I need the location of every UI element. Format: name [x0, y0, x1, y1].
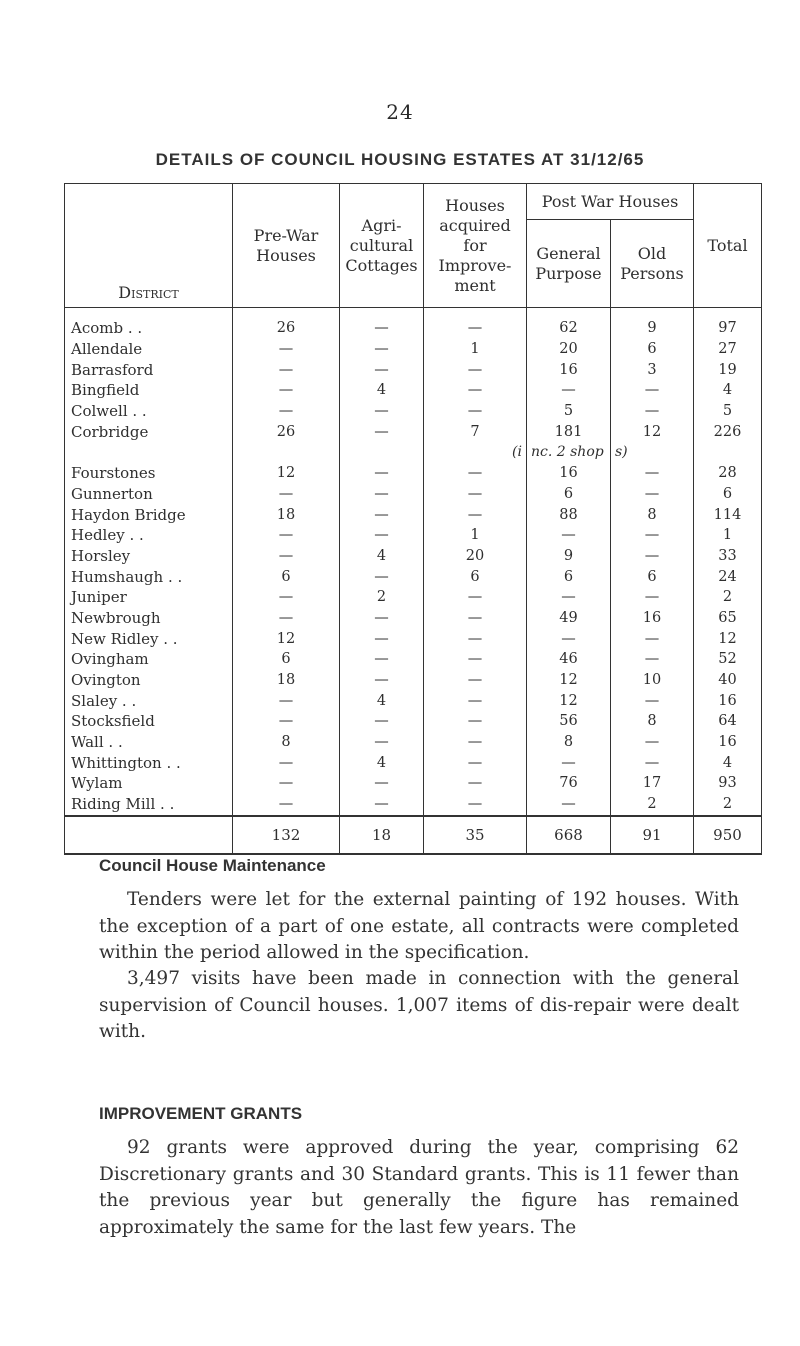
- row-district: Fourstones: [65, 463, 233, 484]
- row-acquired: —: [424, 690, 527, 711]
- row-old-persons: s): [611, 442, 694, 463]
- table-row: [65, 401, 762, 422]
- row-pre-war: —: [233, 773, 340, 794]
- row-old-persons: —: [611, 463, 694, 484]
- header-post-war: Post War Houses: [527, 184, 694, 220]
- table-row: [65, 359, 762, 380]
- row-agricultural: —: [340, 339, 424, 360]
- row-old-persons: —: [611, 587, 694, 608]
- table-row: [65, 339, 762, 360]
- total-acquired: 35: [424, 816, 527, 854]
- row-acquired: —: [424, 308, 527, 339]
- row-total: 33: [694, 546, 762, 567]
- row-acquired: —: [424, 504, 527, 525]
- row-general-purpose: 181: [527, 421, 611, 442]
- row-acquired: —: [424, 401, 527, 422]
- row-old-persons: —: [611, 649, 694, 670]
- row-agricultural: —: [340, 670, 424, 691]
- totals-label: [65, 816, 233, 854]
- row-general-purpose: 76: [527, 773, 611, 794]
- row-old-persons: —: [611, 732, 694, 753]
- row-general-purpose: 12: [527, 690, 611, 711]
- header-district: District: [65, 184, 233, 308]
- row-general-purpose: 62: [527, 308, 611, 339]
- row-agricultural: —: [340, 566, 424, 587]
- housing-estates-table: [64, 183, 762, 855]
- row-agricultural: —: [340, 794, 424, 816]
- row-pre-war: —: [233, 359, 340, 380]
- table-row: [65, 484, 762, 505]
- row-old-persons: 9: [611, 308, 694, 339]
- row-old-persons: 6: [611, 339, 694, 360]
- table-row: [65, 670, 762, 691]
- row-total: 6: [694, 484, 762, 505]
- row-district: Horsley: [65, 546, 233, 567]
- row-pre-war: 8: [233, 732, 340, 753]
- row-district: Corbridge: [65, 421, 233, 442]
- table-row: [65, 794, 762, 816]
- row-acquired: —: [424, 380, 527, 401]
- row-general-purpose: 20: [527, 339, 611, 360]
- row-district: Colwell . .: [65, 401, 233, 422]
- row-agricultural: —: [340, 525, 424, 546]
- row-district: Newbrough: [65, 608, 233, 629]
- maintenance-heading: Council House Maintenance: [99, 856, 326, 875]
- table-row: [65, 308, 762, 339]
- row-general-purpose: 8: [527, 732, 611, 753]
- row-agricultural: —: [340, 628, 424, 649]
- row-total: 93: [694, 773, 762, 794]
- row-acquired: —: [424, 628, 527, 649]
- row-acquired: —: [424, 484, 527, 505]
- row-old-persons: —: [611, 484, 694, 505]
- total-agricultural: 18: [340, 816, 424, 854]
- row-general-purpose: 12: [527, 670, 611, 691]
- page-title: DETAILS OF COUNCIL HOUSING ESTATES AT 31/12/65: [155, 150, 645, 169]
- row-acquired: 1: [424, 525, 527, 546]
- row-general-purpose: —: [527, 525, 611, 546]
- row-pre-war: 18: [233, 670, 340, 691]
- row-agricultural: —: [340, 773, 424, 794]
- row-total: 52: [694, 649, 762, 670]
- header-old-persons: Old Persons: [611, 220, 694, 308]
- row-agricultural: —: [340, 463, 424, 484]
- row-agricultural: —: [340, 421, 424, 442]
- header-agricultural: Agri-cultural Cottages: [340, 184, 424, 308]
- row-general-purpose: 16: [527, 359, 611, 380]
- row-pre-war: —: [233, 608, 340, 629]
- row-acquired: —: [424, 711, 527, 732]
- total-pre-war: 132: [233, 816, 340, 854]
- row-agricultural: 4: [340, 380, 424, 401]
- row-general-purpose: 56: [527, 711, 611, 732]
- row-agricultural: —: [340, 308, 424, 339]
- row-total: [694, 442, 762, 463]
- improvement-paragraph-1: 92 grants were approved during the year, comprising 62 Discretionary grants and 30 Standard grants. This is 11 fewer than the previous year but generally the figure has remained approximately the same for the last few years. The: [99, 1137, 739, 1238]
- table-row: [65, 380, 762, 401]
- row-acquired: —: [424, 773, 527, 794]
- header-total: Total: [694, 184, 762, 308]
- row-pre-war: [233, 442, 340, 463]
- row-old-persons: —: [611, 752, 694, 773]
- total-old-persons: 91: [611, 816, 694, 854]
- row-total: 65: [694, 608, 762, 629]
- row-old-persons: —: [611, 401, 694, 422]
- row-total: 16: [694, 690, 762, 711]
- row-district: Juniper: [65, 587, 233, 608]
- row-agricultural: 4: [340, 752, 424, 773]
- grand-total: 950: [694, 816, 762, 854]
- row-pre-war: 26: [233, 308, 340, 339]
- row-total: 27: [694, 339, 762, 360]
- row-district: Riding Mill . .: [65, 794, 233, 816]
- row-total: 4: [694, 752, 762, 773]
- row-pre-war: 18: [233, 504, 340, 525]
- header-acquired: Houses acquired for Improve-ment: [424, 184, 527, 308]
- row-general-purpose: 49: [527, 608, 611, 629]
- row-total: 114: [694, 504, 762, 525]
- row-agricultural: —: [340, 649, 424, 670]
- row-total: 16: [694, 732, 762, 753]
- row-old-persons: 3: [611, 359, 694, 380]
- row-district: Barrasford: [65, 359, 233, 380]
- row-pre-war: —: [233, 752, 340, 773]
- row-district: Wall . .: [65, 732, 233, 753]
- row-acquired: —: [424, 649, 527, 670]
- table-row: [65, 421, 762, 442]
- row-agricultural: —: [340, 608, 424, 629]
- row-total: 40: [694, 670, 762, 691]
- row-acquired: —: [424, 463, 527, 484]
- row-general-purpose: 6: [527, 566, 611, 587]
- row-total: 24: [694, 566, 762, 587]
- improvement-heading: IMPROVEMENT GRANTS: [99, 1104, 303, 1123]
- row-acquired: —: [424, 608, 527, 629]
- row-agricultural: —: [340, 504, 424, 525]
- row-district: Gunnerton: [65, 484, 233, 505]
- table-row: [65, 442, 762, 463]
- row-district: Humshaugh . .: [65, 566, 233, 587]
- row-agricultural: [340, 442, 424, 463]
- row-pre-war: —: [233, 794, 340, 816]
- row-old-persons: 8: [611, 711, 694, 732]
- row-district: Haydon Bridge: [65, 504, 233, 525]
- row-general-purpose: 9: [527, 546, 611, 567]
- row-pre-war: —: [233, 587, 340, 608]
- row-pre-war: —: [233, 711, 340, 732]
- row-total: 1: [694, 525, 762, 546]
- table-row: [65, 628, 762, 649]
- row-acquired: 20: [424, 546, 527, 567]
- row-pre-war: 6: [233, 566, 340, 587]
- row-pre-war: —: [233, 401, 340, 422]
- maintenance-paragraph-2: 3,497 visits have been made in connection with the general supervision of Council houses. 1,007 items of dis-repair were dealt with.: [99, 968, 739, 1042]
- total-general-purpose: 668: [527, 816, 611, 854]
- row-agricultural: —: [340, 359, 424, 380]
- row-old-persons: 2: [611, 794, 694, 816]
- row-pre-war: —: [233, 690, 340, 711]
- row-district: New Ridley . .: [65, 628, 233, 649]
- row-agricultural: —: [340, 732, 424, 753]
- header-general-purpose: General Purpose: [527, 220, 611, 308]
- row-agricultural: 4: [340, 690, 424, 711]
- row-total: 226: [694, 421, 762, 442]
- row-agricultural: 4: [340, 546, 424, 567]
- table-row: [65, 504, 762, 525]
- row-old-persons: —: [611, 546, 694, 567]
- table-row: [65, 711, 762, 732]
- table-row: [65, 752, 762, 773]
- row-general-purpose: —: [527, 752, 611, 773]
- row-general-purpose: 46: [527, 649, 611, 670]
- row-old-persons: 6: [611, 566, 694, 587]
- row-old-persons: 17: [611, 773, 694, 794]
- row-district: Ovingham: [65, 649, 233, 670]
- row-district: Allendale: [65, 339, 233, 360]
- row-pre-war: 6: [233, 649, 340, 670]
- row-total: 5: [694, 401, 762, 422]
- row-total: 4: [694, 380, 762, 401]
- totals-row: [65, 816, 762, 854]
- row-general-purpose: 88: [527, 504, 611, 525]
- maintenance-paragraph-1: Tenders were let for the external painting of 192 houses. With the exception of a part of one estate, all contracts were completed within the period allowed in the specification.: [99, 889, 739, 963]
- row-general-purpose: 6: [527, 484, 611, 505]
- row-total: 2: [694, 587, 762, 608]
- row-pre-war: —: [233, 339, 340, 360]
- row-district: Bingfield: [65, 380, 233, 401]
- row-general-purpose: —: [527, 380, 611, 401]
- row-pre-war: 12: [233, 463, 340, 484]
- row-general-purpose: —: [527, 794, 611, 816]
- row-general-purpose: nc. 2 shop: [527, 442, 611, 463]
- row-acquired: 6: [424, 566, 527, 587]
- row-acquired: —: [424, 794, 527, 816]
- row-pre-war: 12: [233, 628, 340, 649]
- header-pre-war: Pre-War Houses: [233, 184, 340, 308]
- row-district: Stocksfield: [65, 711, 233, 732]
- row-district: Wylam: [65, 773, 233, 794]
- row-acquired: (i: [424, 442, 527, 463]
- row-old-persons: 10: [611, 670, 694, 691]
- page-number: 24: [386, 100, 414, 124]
- table-row: [65, 690, 762, 711]
- row-old-persons: 16: [611, 608, 694, 629]
- row-pre-war: —: [233, 525, 340, 546]
- row-old-persons: —: [611, 628, 694, 649]
- row-agricultural: —: [340, 401, 424, 422]
- table-row: [65, 546, 762, 567]
- row-pre-war: 26: [233, 421, 340, 442]
- table-row: [65, 566, 762, 587]
- row-district: Ovington: [65, 670, 233, 691]
- row-old-persons: —: [611, 525, 694, 546]
- row-district: Whittington . .: [65, 752, 233, 773]
- table-row: [65, 463, 762, 484]
- row-agricultural: 2: [340, 587, 424, 608]
- row-agricultural: —: [340, 711, 424, 732]
- row-old-persons: 8: [611, 504, 694, 525]
- table-row: [65, 525, 762, 546]
- row-agricultural: —: [340, 484, 424, 505]
- row-acquired: —: [424, 732, 527, 753]
- table-row: [65, 587, 762, 608]
- row-total: 19: [694, 359, 762, 380]
- row-district: Slaley . .: [65, 690, 233, 711]
- row-general-purpose: 5: [527, 401, 611, 422]
- row-pre-war: —: [233, 546, 340, 567]
- row-general-purpose: 16: [527, 463, 611, 484]
- row-acquired: —: [424, 752, 527, 773]
- row-acquired: —: [424, 670, 527, 691]
- table-row: [65, 732, 762, 753]
- row-pre-war: —: [233, 484, 340, 505]
- row-acquired: —: [424, 359, 527, 380]
- row-old-persons: 12: [611, 421, 694, 442]
- row-acquired: —: [424, 587, 527, 608]
- row-district: [65, 442, 233, 463]
- row-district: Acomb . .: [65, 308, 233, 339]
- table-row: [65, 773, 762, 794]
- row-total: 12: [694, 628, 762, 649]
- row-district: Hedley . .: [65, 525, 233, 546]
- row-old-persons: —: [611, 380, 694, 401]
- row-pre-war: —: [233, 380, 340, 401]
- row-total: 64: [694, 711, 762, 732]
- table-row: [65, 649, 762, 670]
- table-row: [65, 608, 762, 629]
- row-total: 97: [694, 308, 762, 339]
- row-old-persons: —: [611, 690, 694, 711]
- row-general-purpose: —: [527, 628, 611, 649]
- row-general-purpose: —: [527, 587, 611, 608]
- row-acquired: 1: [424, 339, 527, 360]
- row-acquired: 7: [424, 421, 527, 442]
- row-total: 2: [694, 794, 762, 816]
- row-total: 28: [694, 463, 762, 484]
